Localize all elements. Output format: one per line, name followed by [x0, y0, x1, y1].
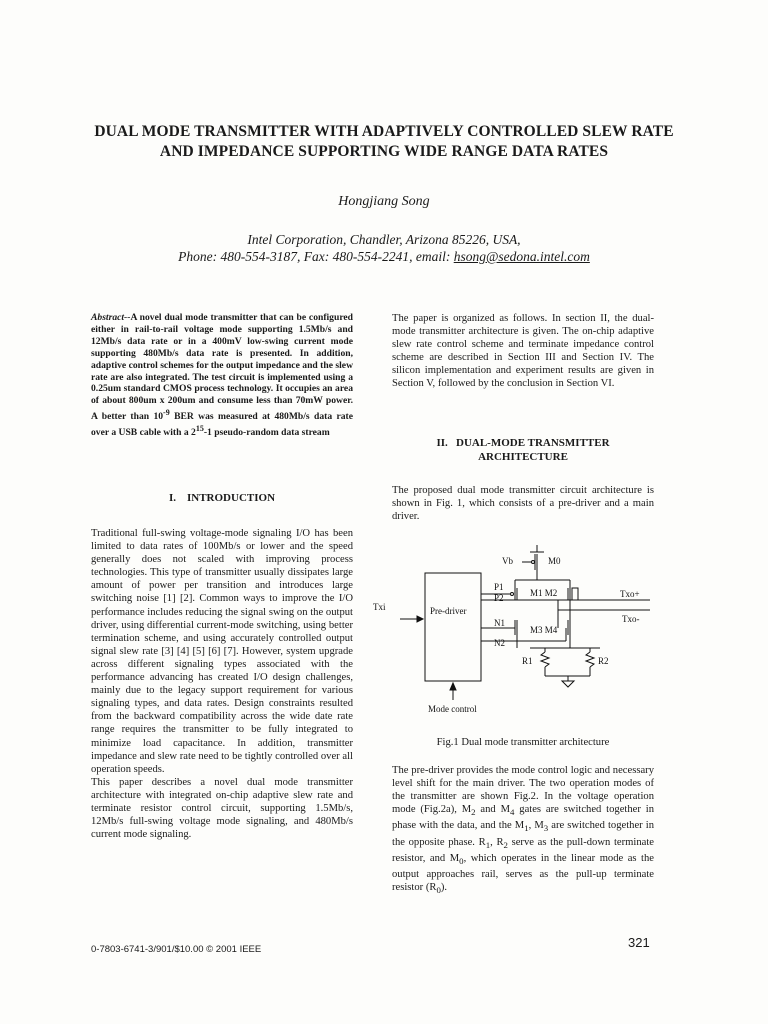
txi-label: Txi: [373, 602, 386, 612]
m0-label: M0: [548, 556, 561, 566]
section2-paragraph-1: The proposed dual mode transmitter circuit architecture is shown in Fig. 1, which consists of a pre-driver and a main driver.: [392, 485, 654, 523]
section2-heading-line2: ARCHITECTURE: [478, 451, 568, 463]
page-number: 321: [628, 935, 650, 950]
r1-label: R1: [522, 656, 533, 666]
copyright-footer: 0-7803-6741-3/901/$10.00 © 2001 IEEE: [91, 944, 262, 955]
m1-m2-label: M1 M2: [530, 588, 558, 598]
intro-paragraph-2: This paper describes a novel dual mode transmitter architecture with integrated on-chip adaptive slew rate and terminate resistor control circuit, supporting 1.5Mb/s, 12Mb/s full-swing voltage mode signaling, and 480Mb/s current mode signaling.: [91, 776, 353, 841]
intro-paragraph-1: Traditional full-swing voltage-mode signaling I/O has been limited to data rates of 100Mb/s or lower and the speed generally does not scaled with improving process technologies. This type of transmitter usually dissipates large amount of power per transition and introduces large switching noise [1] [2]. Common ways to improve the I/O performance includes reducing the signal swing on the output driver, using differential current-mode switching, using better termination scheme, and using accurately controlled output signal slew rate [3] [4] [5] [6] [7]. However, system upgrade across different signaling types associated with the performance advancing has created I/O design challenges, mainly due to the legacy support requirement for various signaling types, and data rates. Design constraints resulted from the backward compatibility across the wide date rate range requires the transmitter to be fully integrated to minimize load capacitance. In addition, transmitter impedance and slew rate need to be tightly controlled over all operation speeds.: [91, 528, 353, 775]
text-run: The pre-driver provides the mode control logic and necessary level shift for the main driver. The two operation modes of the transmitter are shown Fig.2. In the voltage operation mode (Fig.2a), M: [392, 765, 654, 816]
abstract: [91, 312, 353, 439]
vb-label: Vb: [502, 556, 513, 566]
m3-m4-label: M3 M4: [530, 625, 558, 635]
text-run: are switched together in the opposite phase. R: [392, 820, 654, 848]
organization-paragraph: The paper is organized as follows. In section II, the dual-mode transmitter architecture is given. The on-chip adaptive slew rate control scheme and terminate impedance control scheme are described in Section III and Section IV. The silicon implementation and experiment results are given in Section V, followed by the conclusion in Section VI.: [392, 313, 654, 390]
affiliation-line1: Intel Corporation, Chandler, Arizona 85226, USA,: [247, 232, 521, 247]
p1-label: P1: [494, 582, 504, 592]
predriver-label: Pre-driver: [430, 606, 467, 616]
text-run: serve as the pull-down terminate resistor, and M: [392, 836, 654, 864]
text-run: gates are switched together in phase with the data, and the M: [392, 804, 654, 832]
text-run: and M: [475, 804, 510, 816]
text-run: , M: [528, 820, 544, 832]
p2-label: P2: [494, 593, 504, 603]
abstract-text-1: A novel dual mode transmitter that can be configured either in rail-to-rail voltage mode supporting 1.5Mb/s and 12Mb/s data rate or in a 400mV low-swing current mode supporting 480Mb/s data rate is presented. In addition, adaptive control schemes for the output impedance and the slew rate are also integrated. The test circuit is implemented using a 0.25um standard CMOS process technology. It occupies an area of about 800um x 200um and consume less than 70mW power. A better than 10: [91, 312, 353, 423]
text-run: , R: [490, 836, 504, 848]
affiliation-line2: [0, 248, 768, 265]
section2-paragraph-2: The pre-driver provides the mode control logic and necessary level shift for the main driver. The two operation modes of the transmitter are shown Fig.2. In the voltage operation mode (Fig.2a), $M_2$ and $M_4$ gates are switched together in phase with the data, and the $M_1$, $M_3$ are switched together in the opposite phase. $R_1$, $R_2$ serve as the pull-down terminate resistor, and $M_0$, which operates in the linear mode as the output approaches rail, serves as the pull-up terminate resistor $(R_0)$.: [392, 765, 654, 896]
text-run: ).: [440, 882, 448, 894]
email-link[interactable]: hsong@sedona.intel.com: [453, 249, 590, 264]
paper-title: DUAL MODE TRANSMITTER WITH ADAPTIVELY CONTROLLED SLEW RATE AND IMPEDANCE SUPPORTING WIDE RANGE DATA RATES: [94, 123, 674, 160]
txo-plus-label: Txo+: [620, 589, 640, 599]
abstract-text-2: BER was measured at 480Mb/s data rate over a USB cable with a 2: [91, 411, 353, 439]
intro-body: [91, 527, 353, 841]
txo-minus-label: Txo-: [622, 614, 640, 624]
n1-label: N1: [494, 618, 505, 628]
abstract-lead: Abstract--: [91, 312, 131, 323]
transmitter-architecture-figure: [370, 540, 660, 725]
intro-heading: I. INTRODUCTION: [168, 492, 276, 504]
contact-info: Phone: 480-554-3187, Fax: 480-554-2241, email:: [178, 249, 454, 264]
mode-control-label: Mode control: [428, 704, 477, 714]
abstract-exponent-2: 15: [195, 424, 204, 434]
abstract-exponent-1: -9: [163, 408, 170, 418]
abstract-text-3: -1 pseudo-random data stream: [203, 427, 330, 439]
n2-label: N2: [494, 638, 505, 648]
figure-caption: Fig.1 Dual mode transmitter architecture: [436, 737, 610, 748]
r2-label: R2: [598, 656, 609, 666]
section2-heading: [392, 436, 654, 464]
section2-heading-line1: II. DUAL-MODE TRANSMITTER: [436, 437, 610, 449]
text-run: , which operates in the linear mode as the output approaches rail, serves as the pull-up terminate resistor (R: [392, 852, 654, 894]
author-name: Hongjiang Song: [338, 194, 430, 209]
affiliation: [0, 231, 768, 265]
